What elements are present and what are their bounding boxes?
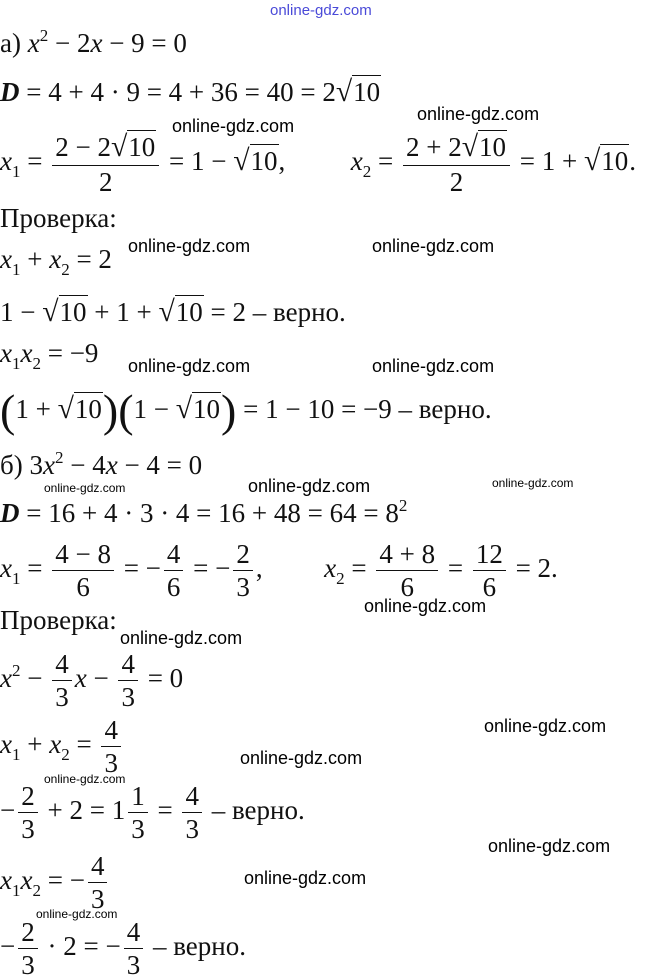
vieta-sum-check-b: − $\frac{2}{3}$ + 2 = 1 $\frac{1}{3}$ = $\frac{4}{3}$ – верно. [0, 781, 305, 845]
watermark: online-gdz.com [240, 748, 363, 768]
watermark: online-gdz.com [120, 628, 243, 648]
roots-b: $x_1$ = $\frac{4 - 8}{6}$ = − $\frac{4}{6}$ = − $\frac{2}{3}$ , $x_2$ = $\frac{4 + 8}{6}$ = $\frac{12}{6}$ = 2. [0, 539, 558, 603]
verdict: – верно. [398, 394, 492, 424]
check-heading-b: Проверка: [0, 605, 117, 635]
vieta-product-b: $x_1x_2$ = − $\frac{4}{3}$ [0, 852, 110, 914]
watermark: online-gdz.com [484, 716, 607, 736]
watermark: online-gdz.com [44, 481, 126, 495]
vieta-sum-a: $x_1 + x_2 = 2$ [0, 244, 112, 279]
part-a-label: а) [0, 28, 21, 58]
watermark: online-gdz.com [244, 868, 367, 888]
verdict: – верно. [252, 297, 346, 327]
part-b-label: б) [0, 450, 23, 480]
watermark: online-gdz.com [172, 116, 295, 136]
watermark: online-gdz.com [372, 356, 495, 376]
check-heading-a: Проверка: [0, 203, 117, 233]
reduced-equation-b: $x^2$ − $\frac{4}{3}$ x − $\frac{4}{3}$ = 0 [0, 649, 184, 713]
watermark: online-gdz.com [36, 907, 118, 921]
equation-a: а) $x^2 - 2x - 9 = 0$ [0, 26, 187, 58]
watermark: online-gdz.com [364, 596, 487, 616]
watermark: online-gdz.com [372, 236, 495, 256]
watermark: online-gdz.com [248, 476, 371, 496]
discriminant-a: D = 4 + 4 · 9 = 4 + 36 = 40 = 2√10 [0, 76, 381, 108]
verdict: – верно. [152, 931, 246, 962]
vieta-sum-b: $x_1 + x_2$ = $\frac{4}{3}$ [0, 716, 124, 778]
vieta-sum-check-a: 1 − √10 + 1 + √10 = 2 – верно. [0, 296, 346, 328]
vieta-product-check-a: (1 + √10)(1 − √10) = 1 − 10 = −9 – верно. [0, 385, 492, 436]
vieta-product-a: $x_1x_2 = -9$ [0, 338, 99, 373]
watermark: online-gdz.com [492, 476, 574, 490]
watermark: online-gdz.com [417, 104, 540, 124]
discriminant-b: $D = 16 + 4 \cdot 3 \cdot 4 = 16 + 48 = 64 = 8^2$ [0, 496, 408, 528]
verdict: – верно. [211, 795, 305, 826]
watermark: online-gdz.com [44, 772, 126, 786]
watermark: online-gdz.com [128, 236, 251, 256]
watermark: online-gdz.com [128, 356, 251, 376]
watermark: online-gdz.com [488, 836, 611, 856]
equation-b: б) $3x^2 - 4x - 4 = 0$ [0, 448, 203, 480]
roots-a: $x_1$ = $\frac{2 - 2√10}{2}$ = 1 − √10, $x_2$ = $\frac{2 + 2√10}{2}$ = 1 + √10. [0, 131, 637, 198]
vieta-product-check-b: − $\frac{2}{3}$ · 2 = − $\frac{4}{3}$ – верно. [0, 917, 246, 980]
watermark-top: online-gdz.com [270, 2, 372, 19]
